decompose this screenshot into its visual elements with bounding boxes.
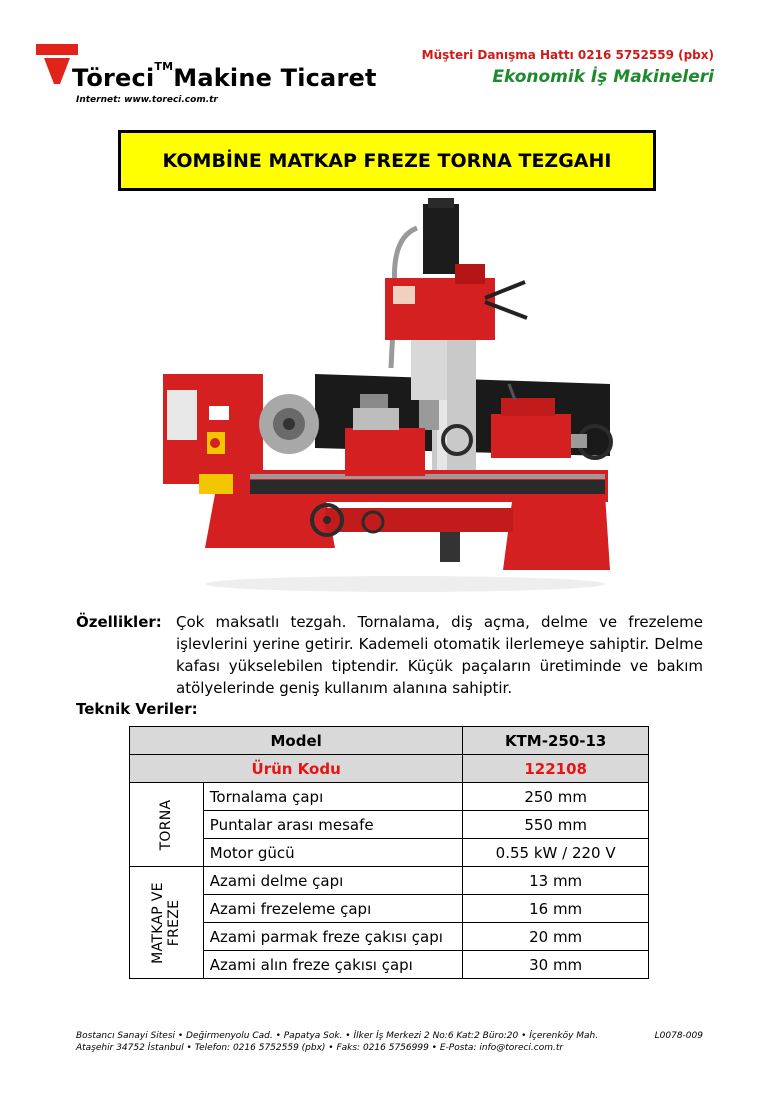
spec-table	[129, 726, 649, 979]
combination-lathe-mill-drill-machine	[155, 198, 620, 596]
group-drill-mill-label: MATKAP VE FREZE	[150, 881, 183, 964]
table-row	[130, 895, 649, 923]
product-code-value: 122108	[463, 755, 649, 783]
model-label: Model	[130, 727, 463, 755]
spec-value: 30 mm	[463, 951, 649, 979]
footer-address: Bostancı Sanayi Sitesi • Değirmenyolu Cad. • Papatya Sok. • İlker İş Merkezi 2 No:6 Kat:2 Büro:20 • İçerenköy Mah.	[76, 1031, 599, 1041]
group-lathe	[130, 783, 204, 867]
group-lathe-label: TORNA	[158, 799, 175, 850]
table-row	[130, 783, 649, 811]
hotline-text: Müşteri Danışma Hattı 0216 5752559 (pbx)	[421, 48, 714, 62]
page-title: KOMBİNE MATKAP FREZE TORNA TEZGAHI	[118, 130, 656, 191]
features-label: Özellikler:	[76, 613, 162, 631]
table-row	[130, 951, 649, 979]
document-code: L0078-009	[654, 1031, 703, 1041]
spec-label: Motor gücü	[203, 839, 463, 867]
features-text: Çok maksatlı tezgah. Tornalama, diş açma, delme ve frezeleme işlevlerini yerine getirir. Kademeli otomatik ilerlemeye sahiptir. Delme kafası yükselebilen tiptendir. Küçük paçaların üretiminde ve bakım atölyelerinde geniş kullanım alanına sahiptir.	[176, 613, 703, 697]
table-row	[130, 867, 649, 895]
spec-label: Azami parmak freze çakısı çapı	[203, 923, 463, 951]
spec-label: Tornalama çapı	[203, 783, 463, 811]
spec-label: Azami alın freze çakısı çapı	[203, 951, 463, 979]
spec-value: 550 mm	[463, 811, 649, 839]
product-code-label: Ürün Kodu	[130, 755, 463, 783]
internet-address: Internet: www.toreci.com.tr	[76, 95, 218, 105]
group-drill-mill	[130, 867, 204, 979]
table-row	[130, 811, 649, 839]
model-value: KTM-250-13	[463, 727, 649, 755]
spec-value: 0.55 kW / 220 V	[463, 839, 649, 867]
slogan: Ekonomik İş Makineleri	[492, 67, 714, 87]
brand-name: Töreci™Makine Ticaret	[72, 60, 377, 92]
footer-contact: Ataşehir 34752 İstanbul • Telefon: 0216 5752559 (pbx) • Faks: 0216 5756999 • E-Posta: info@toreci.com.tr	[76, 1043, 564, 1053]
tech-specs-label: Teknik Veriler:	[76, 700, 198, 718]
table-row	[130, 727, 649, 755]
table-row	[130, 839, 649, 867]
spec-value: 20 mm	[463, 923, 649, 951]
table-row	[130, 923, 649, 951]
spec-value: 16 mm	[463, 895, 649, 923]
spec-value: 13 mm	[463, 867, 649, 895]
spec-label: Azami delme çapı	[203, 867, 463, 895]
spec-label: Puntalar arası mesafe	[203, 811, 463, 839]
table-row	[130, 755, 649, 783]
spec-label: Azami frezeleme çapı	[203, 895, 463, 923]
spec-value: 250 mm	[463, 783, 649, 811]
